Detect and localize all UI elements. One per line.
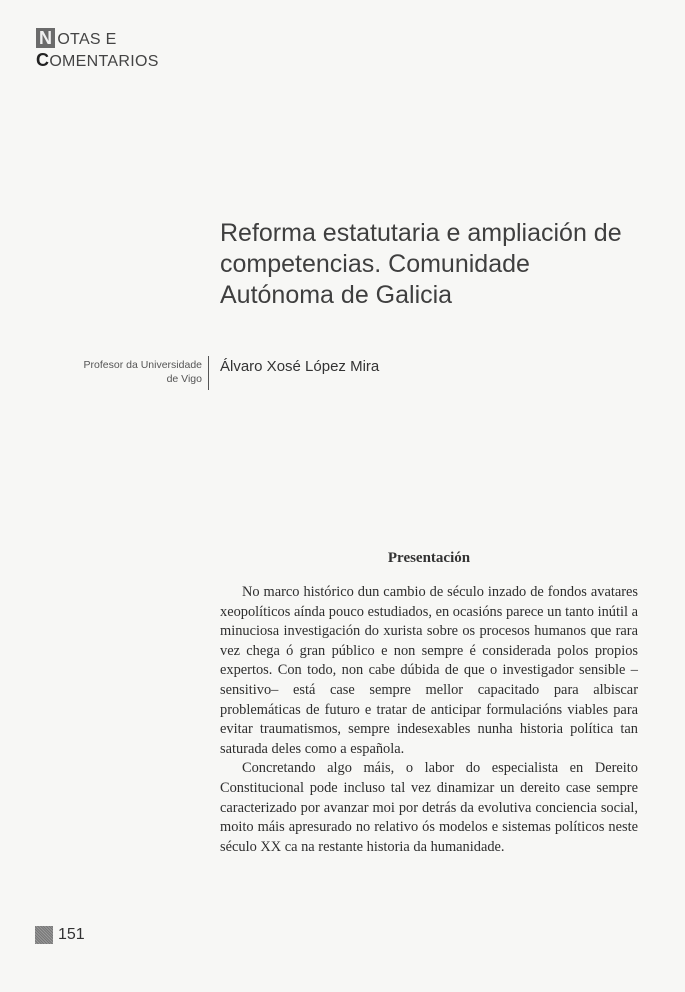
page-number-text: 151 xyxy=(58,926,85,943)
section-header-line-2 xyxy=(36,50,159,72)
section-header-initial-2: C xyxy=(36,50,50,70)
paragraph: Concretando algo máis, o labor do especialista en Dereito Constitucional pode incluso tal vez dinamizar un dereito case sempre caracterizado por avanzar moi por detrás da evolutiva conciencia social, moito máis apresurado no relativo ós modelos e sistemas políticos neste século XX ca na restante historia da humanidade. xyxy=(220,760,638,855)
section-heading: Presentación xyxy=(387,550,471,566)
page-marker-square xyxy=(35,926,53,944)
affiliation-line-1: Profesor da Universidade xyxy=(83,359,202,371)
article-title: Reforma estatutaria e ampliación de competencias. Comunidade Autónoma de Galicia xyxy=(220,219,622,309)
body-text xyxy=(220,583,638,857)
section-header-text-2: OMENTARIOS xyxy=(49,53,159,70)
paragraph: No marco histórico dun cambio de século inzado de fondos avatares xeopolíticos aínda pouco estudiados, en ocasións parece un tanto inútil a minuciosa investigación do xurista sobre os procesos humanos que rara vez chega ó gran público e non sempre é considerada polos propios expertos. Con todo, non cabe dúbida de que o investigador sensible –sensitivo– está case sempre mellor capacitado para albiscar problemáticas de futuro e tratar de anticipar formulacións viables para evitar traumatismos, sempre indesexables nunha historia política tan saturada deles como a española. xyxy=(220,584,638,757)
affiliation-divider xyxy=(208,356,209,390)
author-name: Álvaro Xosé López Mira xyxy=(220,358,380,375)
author-affiliation xyxy=(50,358,202,386)
section-header-line-1 xyxy=(36,28,159,50)
section-header-text-1: OTAS E xyxy=(57,31,117,48)
section-header xyxy=(36,28,159,72)
affiliation-line-2: de Vigo xyxy=(166,373,202,385)
page-number xyxy=(35,926,85,944)
section-header-initial: N xyxy=(36,28,55,48)
